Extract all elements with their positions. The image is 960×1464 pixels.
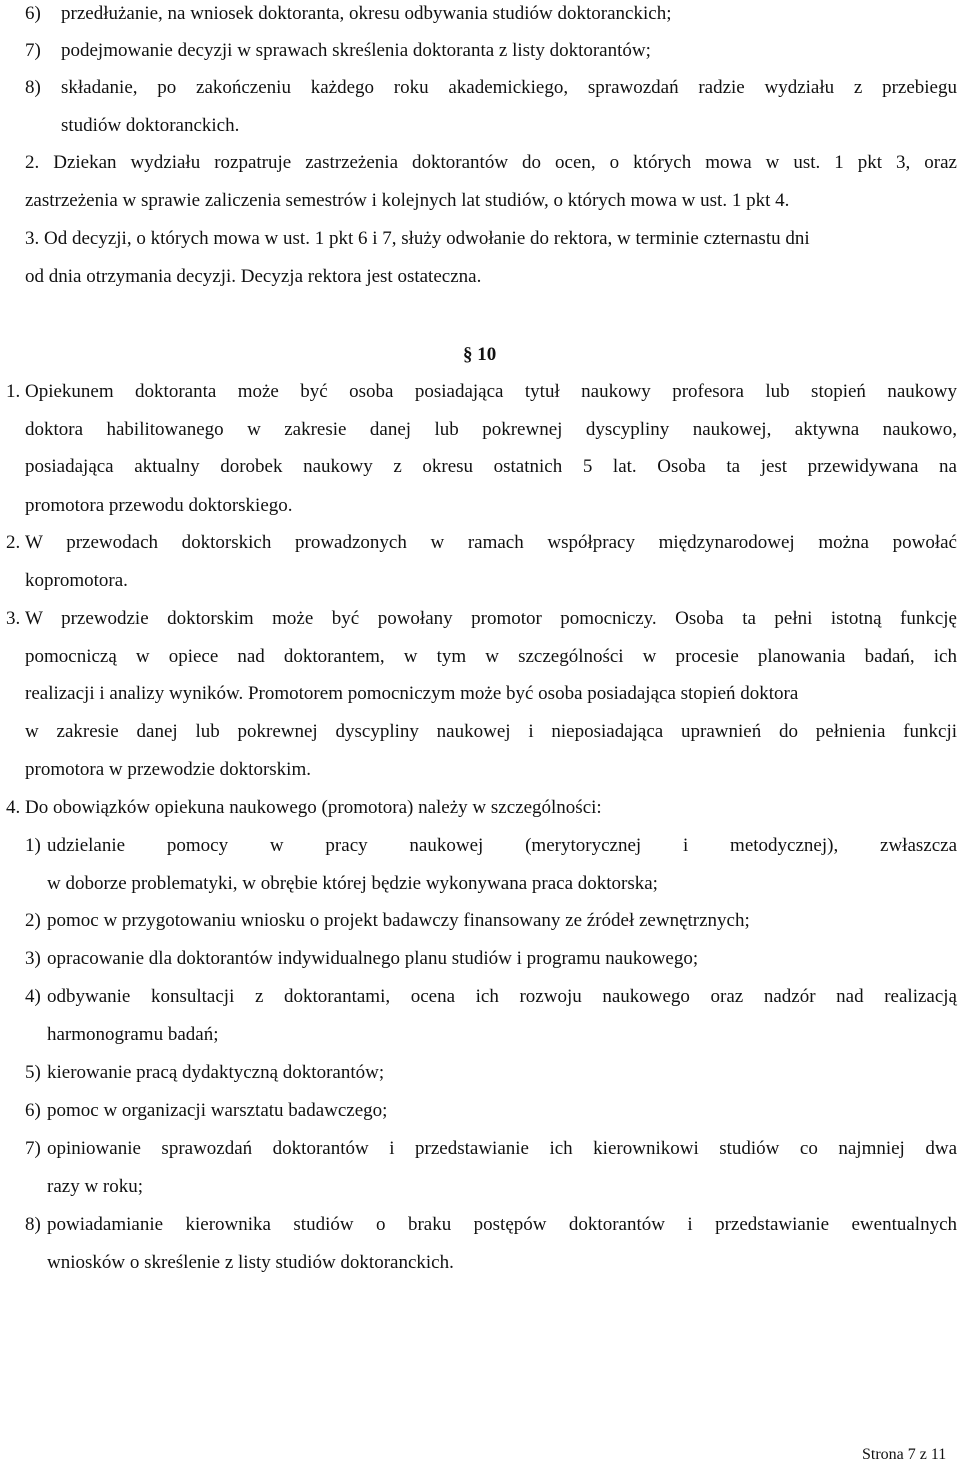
duty-text-continued: w doborze problematyki, w obrębie której będzie wykonywana praca doktorska;	[47, 873, 658, 894]
duty-number: 4)	[25, 986, 41, 1007]
paragraph-2-line: zastrzeżenia w sprawie zaliczenia semestrów i kolejnych lat studiów, o których mowa w ust. 1 pkt 4.	[25, 190, 790, 211]
list-item-text-continued: studiów doktoranckich.	[61, 115, 240, 136]
list-item-number: 6)	[25, 3, 41, 24]
paragraph-line: w zakresie danej lub pokrewnej dyscypliny naukowej i nieposiadająca uprawnień do pełnienia funkcji	[25, 721, 957, 742]
paragraph-line: W przewodach doktorskich prowadzonych w ramach współpracy międzynarodowej można powołać	[25, 532, 957, 553]
paragraph-line: Opiekunem doktoranta może być osoba posiadająca tytuł naukowy profesora lub stopień naukowy	[25, 381, 957, 402]
duty-text: opracowanie dla doktorantów indywidualnego planu studiów i programu naukowego;	[47, 948, 699, 969]
duty-text: udzielanie pomocy w pracy naukowej (merytorycznej i metodycznej), zwłaszcza	[47, 835, 957, 856]
duty-text: pomoc w organizacji warsztatu badawczego;	[47, 1100, 388, 1121]
section-heading	[463, 343, 503, 367]
duty-text: kierowanie pracą dydaktyczną doktorantów;	[47, 1062, 385, 1083]
paragraph-number: 3.	[6, 608, 21, 629]
paragraph-line: realizacji i analizy wyników. Promotorem pomocniczym może być osoba posiadająca stopień doktora	[25, 683, 799, 704]
list-item-text: podejmowanie decyzji w sprawach skreślenia doktoranta z listy doktorantów;	[61, 40, 651, 61]
paragraph-line: promotora przewodu doktorskiego.	[25, 495, 293, 516]
page-number-footer: Strona 7 z 11	[862, 1446, 947, 1463]
section-symbol-icon: §	[463, 344, 473, 365]
duty-text: pomoc w przygotowaniu wniosku o projekt badawczy finansowany ze źródeł zewnętrznych;	[47, 910, 750, 931]
duty-text-continued: razy w roku;	[47, 1176, 144, 1197]
paragraph-number: 1.	[6, 381, 21, 402]
paragraph-line: kopromotora.	[25, 570, 128, 591]
list-item-number: 8)	[25, 77, 41, 98]
paragraph-line: promotora w przewodzie doktorskim.	[25, 759, 311, 780]
paragraph-number: 2.	[6, 532, 21, 553]
duty-number: 7)	[25, 1138, 41, 1159]
duty-number: 5)	[25, 1062, 41, 1083]
paragraph-number: 4.	[6, 797, 21, 818]
duty-text: opiniowanie sprawozdań doktorantów i przedstawianie ich kierownikowi studiów co najmniej dwa	[47, 1138, 957, 1159]
duty-text: odbywanie konsultacji z doktorantami, ocena ich rozwoju naukowego oraz nadzór nad realizacją	[47, 986, 957, 1007]
duty-text-continued: harmonogramu badań;	[47, 1024, 219, 1045]
paragraph-line: doktora habilitowanego w zakresie danej lub pokrewnej dyscypliny naukowej, aktywna naukowo,	[25, 419, 957, 440]
list-item-number: 7)	[25, 40, 41, 61]
list-item-text: przedłużanie, na wniosek doktoranta, okresu odbywania studiów doktoranckich;	[61, 3, 672, 24]
section-number: 10	[477, 344, 497, 365]
duty-number: 8)	[25, 1214, 41, 1235]
paragraph-line: posiadająca aktualny dorobek naukowy z okresu ostatnich 5 lat. Osoba ta jest przewidywana na	[25, 456, 957, 477]
paragraph-2-line: 2. Dziekan wydziału rozpatruje zastrzeżenia doktorantów do ocen, o których mowa w ust. 1 pkt 3, oraz	[25, 152, 957, 173]
paragraph-line: Do obowiązków opiekuna naukowego (promotora) należy w szczególności:	[25, 797, 602, 818]
paragraph-line: W przewodzie doktorskim może być powołany promotor pomocniczy. Osoba ta pełni istotną funkcję	[25, 608, 957, 629]
duty-number: 6)	[25, 1100, 41, 1121]
duty-text: powiadamianie kierownika studiów o braku postępów doktorantów i przedstawianie ewentualnych	[47, 1214, 957, 1235]
list-item-text: składanie, po zakończeniu każdego roku akademickiego, sprawozdań radzie wydziału z przebiegu	[61, 77, 957, 98]
paragraph-line: pomocniczą w opiece nad doktorantem, w tym w szczególności w procesie planowania badań, ich	[25, 646, 957, 667]
paragraph-3-line: od dnia otrzymania decyzji. Decyzja rektora jest ostateczna.	[25, 266, 482, 287]
duty-text-continued: wniosków o skreślenie z listy studiów doktoranckich.	[47, 1252, 454, 1273]
duty-number: 1)	[25, 835, 41, 856]
duty-number: 2)	[25, 910, 41, 931]
duty-number: 3)	[25, 948, 41, 969]
paragraph-3-line: 3. Od decyzji, o których mowa w ust. 1 pkt 6 i 7, służy odwołanie do rektora, w terminie czternastu dni	[25, 228, 810, 249]
